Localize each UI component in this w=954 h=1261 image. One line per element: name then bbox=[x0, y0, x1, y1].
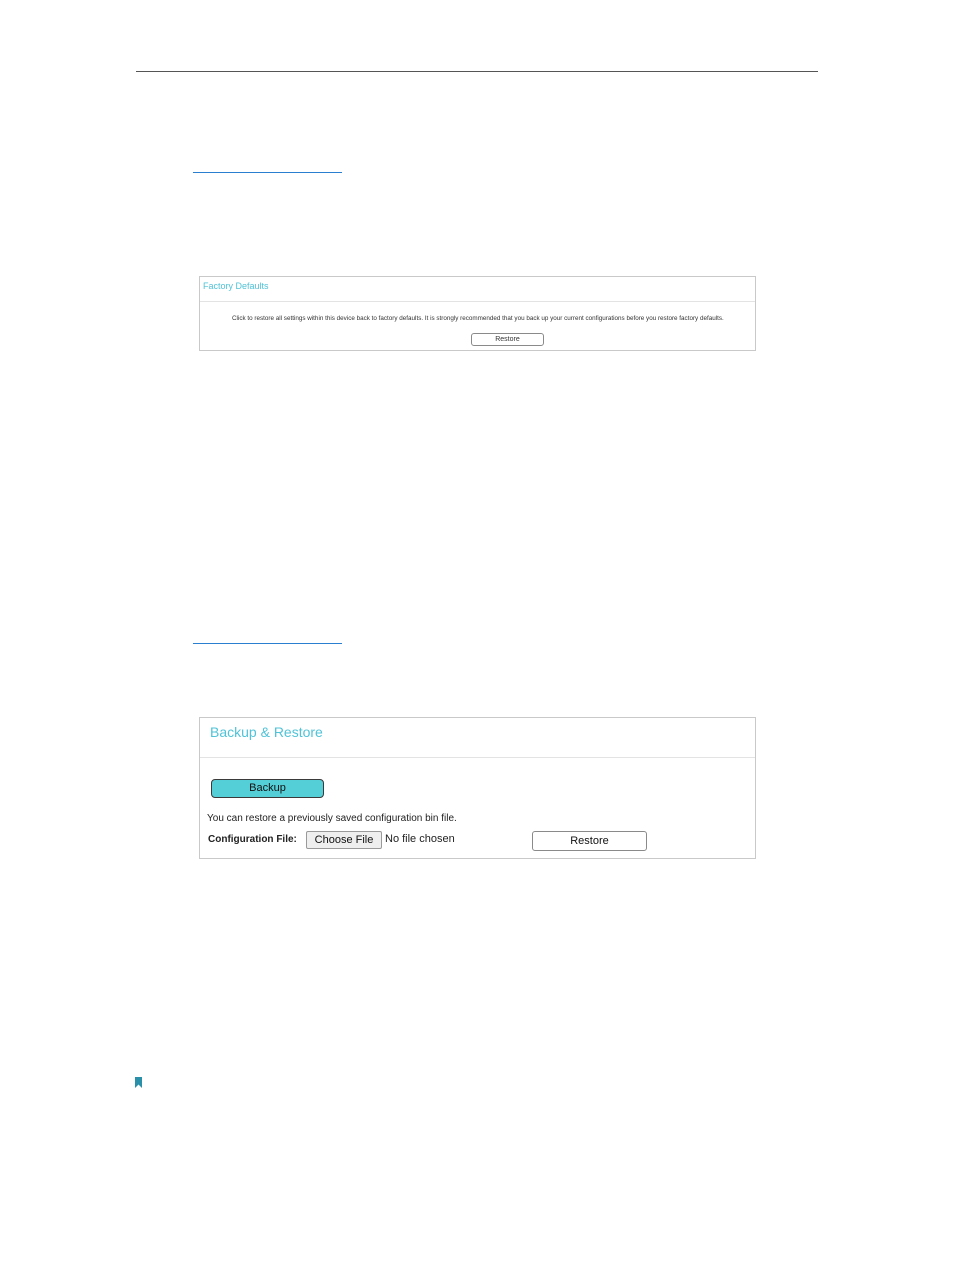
choose-file-button[interactable]: Choose File bbox=[306, 831, 382, 849]
restore-defaults-button[interactable]: Restore bbox=[471, 333, 544, 346]
file-status: No file chosen bbox=[385, 833, 455, 845]
restore-note: You can restore a previously saved configuration bin file. bbox=[207, 813, 457, 824]
backup-button[interactable]: Backup bbox=[211, 779, 324, 798]
panel-title: Factory Defaults bbox=[203, 281, 269, 291]
factory-defaults-description: Click to restore all settings within this device back to factory defaults. It is strongly recommended that you back up your current configurations before you restore factory defaults. bbox=[232, 315, 724, 322]
panel-divider bbox=[200, 301, 755, 302]
bookmark-icon bbox=[135, 1077, 142, 1088]
doc-link-underline[interactable] bbox=[193, 643, 342, 644]
backup-restore-panel bbox=[199, 717, 756, 859]
panel-title: Backup & Restore bbox=[210, 724, 323, 740]
restore-config-button[interactable]: Restore bbox=[532, 831, 647, 851]
header-rule bbox=[136, 71, 818, 72]
panel-divider bbox=[200, 757, 755, 758]
config-file-label: Configuration File: bbox=[208, 834, 297, 845]
factory-defaults-panel bbox=[199, 276, 756, 351]
doc-link-underline[interactable] bbox=[193, 172, 342, 173]
